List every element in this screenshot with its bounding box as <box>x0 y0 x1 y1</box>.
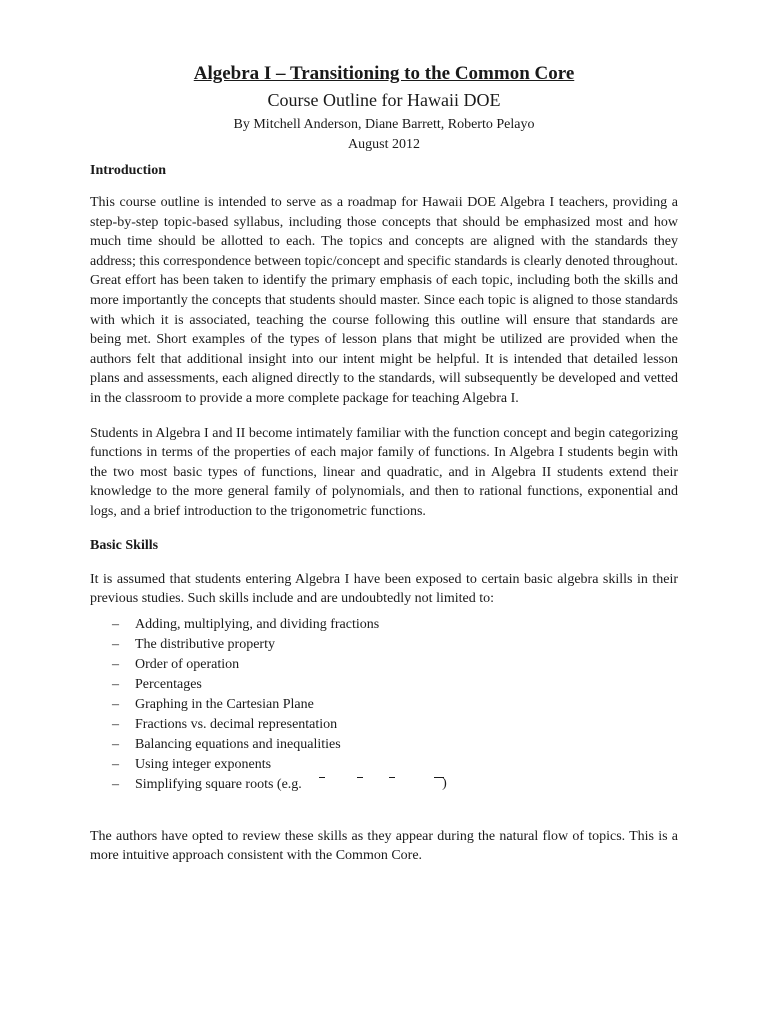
list-item <box>90 615 678 635</box>
list-item <box>90 695 678 715</box>
list-item <box>90 675 678 695</box>
document-page <box>90 62 678 866</box>
list-item-text: Fractions vs. decimal representation <box>135 716 338 732</box>
list-item <box>90 635 678 655</box>
document-subtitle: Course Outline for Hawaii DOE <box>267 90 501 110</box>
closing-parenthesis: ) <box>442 776 447 792</box>
list-item-text: Order of operation <box>135 656 240 672</box>
list-item <box>90 735 678 755</box>
dash-bullet: – <box>112 656 119 672</box>
radical-bar <box>319 777 325 778</box>
list-item-text: Using integer exponents <box>135 756 272 772</box>
skills-list <box>90 615 678 795</box>
radical-bar <box>357 777 363 778</box>
introduction-heading: Introduction <box>90 163 166 178</box>
dash-bullet: – <box>112 696 119 712</box>
radical-bar <box>389 777 395 778</box>
dash-bullet: – <box>112 616 119 632</box>
list-item-text: Graphing in the Cartesian Plane <box>135 696 314 712</box>
list-item <box>90 715 678 735</box>
list-item <box>90 655 678 675</box>
dash-bullet: – <box>112 736 119 752</box>
date-line: August 2012 <box>348 137 420 152</box>
authors-line: By Mitchell Anderson, Diane Barrett, Roberto Pelayo <box>233 117 535 132</box>
basic-skills-intro: It is assumed that students entering Algebra I have been exposed to certain basic algebra skills in their previous studies. Such skills include and are undoubtedly not limited to: <box>90 571 678 607</box>
dash-bullet: – <box>112 756 119 772</box>
list-item-text: Percentages <box>135 676 202 692</box>
introduction-paragraph-1: This course outline is intended to serve as a roadmap for Hawaii DOE Algebra I teachers, providing a step-by-step topic-based syllabus, including those concepts that should be emphasized most and how much time should be allotted to each. The topics and concepts are aligned with the standards they address; this correspondence between topic/concept and specific standards is clearly denoted throughout. Great effort has been taken to identify the primary emphasis of each topic, including both the skills and more importantly the concepts that students should master. Since each topic is aligned to those standards with which it is associated, teaching the course following this outline will ensure that standards are being met. Short examples of the types of lesson plans that might be utilized are provided when the authors felt that additional insight into our intent might be helpful. It is intended that detailed lesson plans and assessments, each aligned directly to the standards, will subsequently be developed and vetted in the classroom to provide a more complete package for teaching Algebra I. <box>90 195 678 406</box>
square-root-examples <box>302 776 447 792</box>
document-title: Algebra I – Transitioning to the Common Core <box>193 63 575 84</box>
basic-skills-heading: Basic Skills <box>90 537 159 553</box>
list-item-text: Balancing equations and inequalities <box>135 736 341 752</box>
introduction-paragraph-2: Students in Algebra I and II become intimately familiar with the function concept and begin categorizing functions in terms of the properties of each major family of functions. In Algebra I students begin with the two most basic types of functions, linear and quadratic, and in Algebra II students extend their knowledge to the more general family of polynomials, and then to rational functions, exponential and logs, and a brief introduction to the trigonometric functions. <box>90 425 678 519</box>
basic-skills-closing: The authors have opted to review these skills as they appear during the natural flow of topics. This is a more intuitive approach consistent with the Common Core. <box>90 828 678 864</box>
list-item-text: Simplifying square roots (e.g. <box>135 776 302 792</box>
list-item-text: Adding, multiplying, and dividing fractions <box>135 616 380 632</box>
dash-bullet: – <box>112 716 119 732</box>
dash-bullet: – <box>112 776 119 792</box>
list-item-text: The distributive property <box>135 636 275 652</box>
list-item <box>90 755 678 775</box>
dash-bullet: – <box>112 676 119 692</box>
dash-bullet: – <box>112 636 119 652</box>
list-item <box>90 775 678 795</box>
